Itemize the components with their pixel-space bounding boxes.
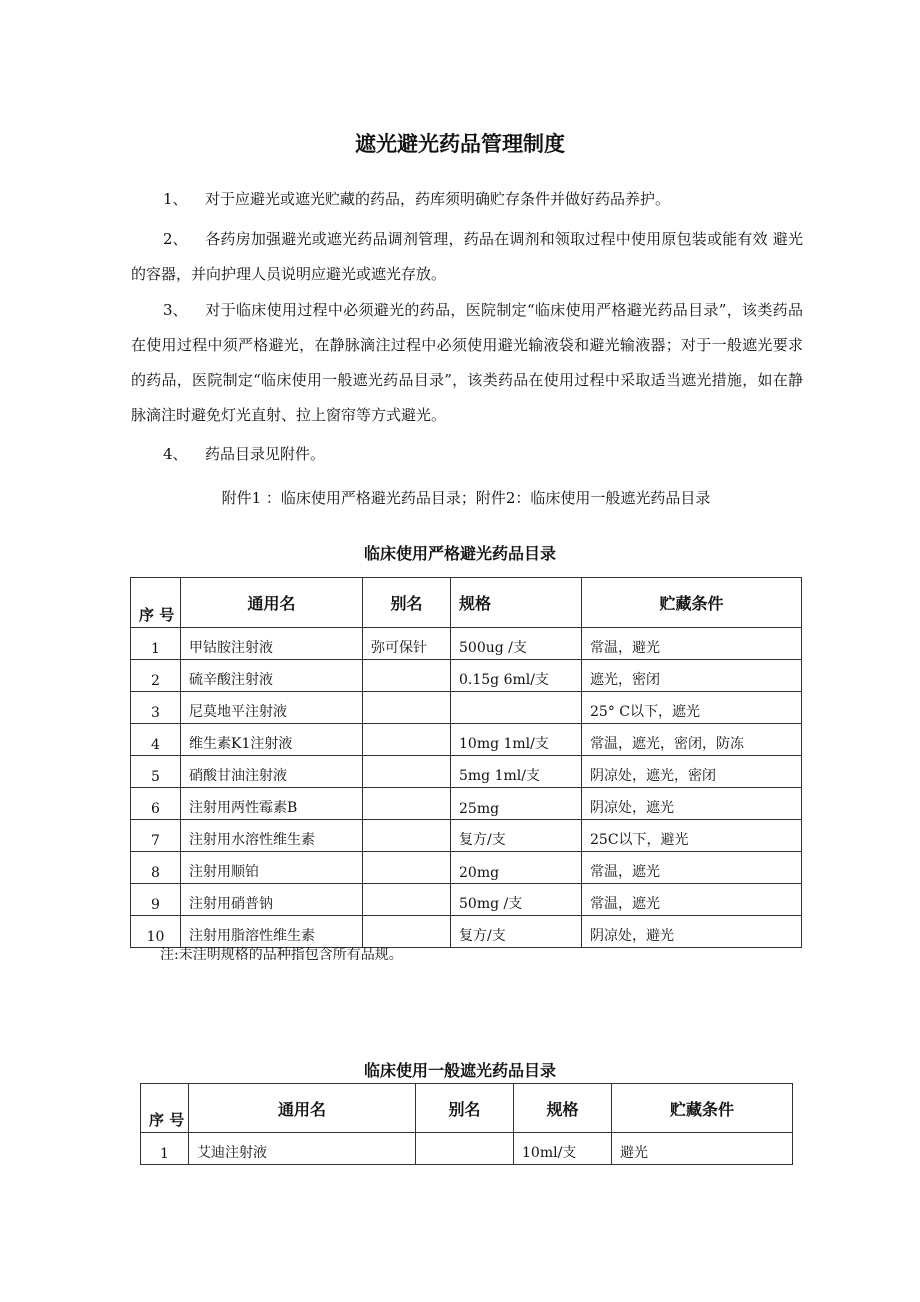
header-seq: 序 号 — [141, 1084, 189, 1133]
cell-storage: 常温，遮光 — [582, 884, 802, 916]
cell-name: 注射用水溶性维生素 — [181, 820, 363, 852]
table-row — [131, 692, 802, 724]
cell-name: 维生素K1注射液 — [181, 724, 363, 756]
paragraph-text: 药品目录见附件。 — [205, 445, 326, 463]
cell-spec: 0.15g 6ml/支 — [451, 660, 582, 692]
cell-name: 尼莫地平注射液 — [181, 692, 363, 724]
paragraph-text: 各药房加强避光或遮光药品调剂管理，药品在调剂和领取过程中使用原包装或能有效 避光的容器，并向护理人员说明应避光或遮光存放。 — [131, 230, 803, 283]
cell-name: 注射用硝普钠 — [181, 884, 363, 916]
cell-spec: 20mg — [451, 852, 582, 884]
cell-name: 硫辛酸注射液 — [181, 660, 363, 692]
table-note: 注:未注明规格的品种指包含所有品规。 — [160, 947, 403, 963]
header-alias: 别名 — [416, 1084, 514, 1133]
cell-seq: 6 — [131, 788, 181, 820]
cell-storage: 阴凉处，避光 — [582, 916, 802, 948]
cell-storage: 阴凉处，遮光，密闭 — [582, 756, 802, 788]
cell-spec: 50mg /支 — [451, 884, 582, 916]
table-row — [131, 916, 802, 948]
paragraph-number: 3、 — [163, 301, 188, 319]
cell-name: 甲钴胺注射液 — [181, 628, 363, 660]
attachment-line: 附件1 ：临床使用严格避光药品目录；附件2：临床使用一般遮光药品目录 — [221, 489, 711, 507]
cell-alias — [363, 756, 451, 788]
cell-spec: 25mg — [451, 788, 582, 820]
cell-seq: 1 — [131, 628, 181, 660]
header-name: 通用名 — [181, 578, 363, 628]
cell-spec: 10ml/支 — [514, 1133, 612, 1165]
cell-alias — [363, 820, 451, 852]
cell-seq: 7 — [131, 820, 181, 852]
table-header-row — [141, 1084, 793, 1133]
cell-alias — [363, 852, 451, 884]
cell-seq: 10 — [131, 916, 181, 948]
cell-alias: 弥可保针 — [363, 628, 451, 660]
paragraph-2 — [131, 222, 803, 292]
strict-light-avoid-table — [130, 577, 802, 948]
cell-seq: 8 — [131, 852, 181, 884]
cell-spec: 复方/支 — [451, 916, 582, 948]
paragraph-text: 对于应避光或遮光贮藏的药品，药库须明确贮存条件并做好药品养护。 — [205, 190, 671, 208]
cell-spec: 复方/支 — [451, 820, 582, 852]
header-storage: 贮藏条件 — [612, 1084, 793, 1133]
cell-alias — [363, 660, 451, 692]
header-seq: 序 号 — [131, 578, 181, 628]
cell-storage: 常温，遮光，密闭，防冻 — [582, 724, 802, 756]
table1-title: 临床使用严格避光药品目录 — [363, 544, 556, 563]
table-row — [131, 820, 802, 852]
cell-name: 注射用两性霉素B — [181, 788, 363, 820]
cell-alias — [363, 724, 451, 756]
cell-name: 注射用脂溶性维生素 — [181, 916, 363, 948]
page-title: 遮光避光药品管理制度 — [355, 132, 565, 156]
cell-seq: 9 — [131, 884, 181, 916]
table-row — [131, 884, 802, 916]
cell-storage: 常温，避光 — [582, 628, 802, 660]
cell-storage: 常温，遮光 — [582, 852, 802, 884]
paragraph-number: 2、 — [163, 230, 188, 248]
cell-spec: 500ug /支 — [451, 628, 582, 660]
header-name: 通用名 — [189, 1084, 416, 1133]
table-row — [131, 628, 802, 660]
header-spec: 规格 — [514, 1084, 612, 1133]
paragraph-text: 对于临床使用过程中必须避光的药品，医院制定“临床使用严格避光药品目录”，该类药品在使用过程中须严格避光，在静脉滴注过程中必须使用避光输液袋和避光输液器；对于一般遮光要求的药品，医院制定“临床使用一般遮光药品目录”，该类药品在使用过程中采取适当遮光措施，如在静脉滴注时避免灯光直射、拉上窗帘等方式避光。 — [131, 301, 803, 424]
header-alias: 别名 — [363, 578, 451, 628]
header-spec: 规格 — [451, 578, 582, 628]
cell-storage: 遮光，密闭 — [582, 660, 802, 692]
paragraph-4 — [131, 437, 803, 472]
table-row — [131, 724, 802, 756]
paragraph-1 — [131, 182, 803, 217]
paragraph-number: 1、 — [163, 190, 188, 208]
cell-seq: 2 — [131, 660, 181, 692]
cell-spec: 5mg 1ml/支 — [451, 756, 582, 788]
cell-seq: 1 — [141, 1133, 189, 1165]
header-storage: 贮藏条件 — [582, 578, 802, 628]
table-row — [131, 852, 802, 884]
cell-name: 艾迪注射液 — [189, 1133, 416, 1165]
cell-seq: 5 — [131, 756, 181, 788]
cell-seq: 4 — [131, 724, 181, 756]
cell-alias — [363, 884, 451, 916]
paragraph-number: 4、 — [163, 445, 188, 463]
cell-storage: 25° C以下，遮光 — [582, 692, 802, 724]
paragraph-3 — [131, 293, 803, 433]
table-row — [131, 756, 802, 788]
cell-seq: 3 — [131, 692, 181, 724]
cell-alias — [363, 788, 451, 820]
table-row — [141, 1133, 793, 1165]
table-row — [131, 788, 802, 820]
general-shade-table — [140, 1083, 793, 1165]
cell-alias — [363, 916, 451, 948]
table2-title: 临床使用一般遮光药品目录 — [363, 1061, 556, 1080]
table-row — [131, 660, 802, 692]
cell-storage: 25C以下，避光 — [582, 820, 802, 852]
cell-alias — [416, 1133, 514, 1165]
cell-storage: 阴凉处，遮光 — [582, 788, 802, 820]
cell-storage: 避光 — [612, 1133, 793, 1165]
cell-spec — [451, 692, 582, 724]
cell-alias — [363, 692, 451, 724]
cell-name: 硝酸甘油注射液 — [181, 756, 363, 788]
table-header-row — [131, 578, 802, 628]
cell-name: 注射用顺铂 — [181, 852, 363, 884]
cell-spec: 10mg 1ml/支 — [451, 724, 582, 756]
